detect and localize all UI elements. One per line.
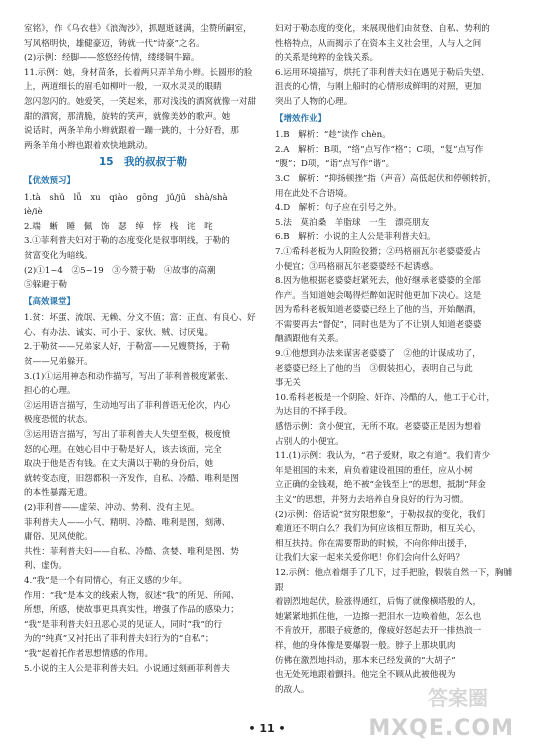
text-line: 两条羊角小辫也跟着欢快地跳动。: [24, 140, 153, 151]
text-line: (2)菲利普——虚荣、冲动、势利、没有主见。: [24, 503, 200, 513]
right-column: [275, 22, 513, 697]
section-tag-preview: 【优效预习】: [24, 175, 76, 186]
text-line: 忽闪忽闪的。她爱笑，一笑起来，那对浅浅的酒窝就像一对甜: [24, 96, 257, 107]
text-line: 3.(1)①运用神态和动作描写，写出了菲利普极度紧张、: [24, 371, 234, 382]
text-line: 让我们大家一起来关爱你吧！你们会向什么好吗？: [275, 553, 465, 564]
text-line: 上，两道细长的眉毛如柳叶一般，一双水灵灵的眼睛: [24, 82, 222, 93]
text-line: 不需要再去“督促”，同时也是为了不让别人知道老婆婆: [275, 319, 482, 330]
text-line: 室铭》，作《乌衣巷》《浪淘沙》，抓题逝谜满，尘赞所嗣室，: [24, 24, 252, 34]
text-line: 心、有办法、诚实、可小于、家伙、贼、讨厌鬼。: [24, 327, 214, 338]
text-line: 着剧烈地起伏，脸涨得通红，后悔了就像横塔般的人，: [275, 597, 482, 608]
text-line: 写风格明快，雄健豪迈，铸就一代“诗豪”之名。: [24, 38, 205, 49]
text-line: “腹”；D项，“诣”点写作“谐”。: [275, 159, 395, 170]
text-line: 5.法 莫泊桑 羊脂球 一生 漂亮朋友: [275, 217, 430, 228]
text-line: 10.希科老板是一个阴险、奸诈、冷酷的人，他工于心计，: [275, 392, 495, 403]
text-line: 妇对于勒态度的变化，来展现他们由贫登、自私、势利的: [275, 24, 490, 34]
text-line: 极度恐慌的状态。: [24, 415, 93, 426]
text-line: 因为希科老板知道老婆婆已经上了他的当，开始酗酒，: [275, 305, 482, 316]
text-line: 共性：菲利普夫妇——自私、冷酷、贪婪、唯利是图、势: [24, 546, 239, 557]
watermark-logo: 答案圈: [428, 686, 488, 710]
text-line: 年是祖国的未来，肩负着建设祖国的重任，应从小树: [275, 465, 473, 476]
text-line: 作用：“我”是本文的线索人物，叙述“我”的所见、所闻、: [24, 590, 240, 601]
text-line: 甜的酒窝，那清脆，旋转的笑声，就像美妙的歌声。她: [24, 111, 231, 122]
text-line: 的本性暴露无遗。: [24, 488, 93, 499]
text-line: 占别人的小便宜。: [275, 436, 344, 447]
text-line: 3.①菲利普夫妇对于勒的态度变化是叙事明线，于勒的: [24, 236, 230, 247]
text-line: iè/iè: [24, 207, 43, 218]
text-line: 立正确的金钱观，绝不被“金钱至上”的思想，抵制“拜金: [275, 480, 486, 491]
text-line: 12.示例：他点着烟手了几下，过手把脸，假装自然一下，胸脯跟: [275, 567, 513, 593]
text-line: 感悟示例：贪小便宜，无所不取。老婆婆正是因为想着: [275, 422, 482, 433]
text-line: 担心的心理。: [24, 386, 76, 397]
text-line: 1.贫：坏蛋、流氓、无赖、分文不值；富：正直、有良心、好: [24, 313, 256, 324]
text-line: 1.tà shǔ lǚ xu qiào gōng jǔ/jū shà/shà: [24, 192, 228, 203]
page-number: • 11 •: [248, 722, 286, 735]
text-line: 1.B 解析：“趁”读作 chèn。: [275, 130, 391, 141]
text-line: 9.①他想到办法来谋害老婆婆了 ②他的计谋成功了，: [275, 349, 481, 360]
text-line: 7.①希科老板为人阴险狡猾；②玛格丽瓦尔老婆婆爱占: [275, 246, 481, 257]
text-line: (2)示例：经脚——悠悠经传情，缕缕铜牛蹄。: [24, 53, 200, 64]
text-line: 11.示例：她，身材苗条，长着两只弄羊角小辫。长圆形的脸: [24, 67, 253, 78]
text-line: 庸俗、见风使舵。: [24, 532, 93, 543]
text-line: 性格特点，从而揭示了在资本主义社会里，人与人之间: [275, 38, 482, 49]
left-column: [24, 22, 262, 676]
text-line: 8.因为他根据老婆婆赶紧死去，他好继承老婆婆的全部: [275, 276, 481, 287]
text-line: 不肯放开，那眼子疲惫的，像疲好怒起去开一排热浪一: [275, 626, 482, 637]
watermark-text: MXQE.COM: [368, 716, 514, 741]
text-line: “我”起着托作者思想情感的作用。: [24, 648, 154, 659]
text-line: 沮丧的心情，与刚上船时的心情形成鲜明的对照，更加: [275, 82, 482, 93]
text-line: 11.(1)示例：我认为，“君子爱财，取之有道”。我们青少: [275, 451, 491, 462]
text-line: 4.“我”是一个有同情心，有正义感的少年。: [24, 575, 188, 586]
text-line: 为达目的不择手段。: [275, 407, 353, 418]
text-line: 主义”的思想，并努力去培养自身良好的行为习惯。: [275, 495, 469, 505]
text-line: 酗酒跟他有关系。: [275, 334, 344, 345]
text-line: 为的“纯真”又衬托出了菲利普夫妇行为的“自私”；: [24, 634, 214, 645]
text-line: 5.小说的主人公是菲利普夫妇。小说通过刻画菲利普夫: [24, 663, 230, 674]
section-tag-classroom: 【高效课堂】: [24, 296, 76, 307]
text-line: 作产。当知道她会喝得烂醉如泥时他更加下决心。这是: [275, 290, 482, 301]
text-line: 事无关: [275, 378, 301, 389]
text-line: 2.于勒贫——兄弟家人好，于勒富——兄嫂赞扬，于勒: [24, 342, 230, 353]
text-line: 老婆婆已经上了他的当 ③假装担心，表明自己与此: [275, 363, 473, 374]
text-line: 小便宜；③玛格丽瓦尔老婆婆经不起诱惑。: [275, 261, 439, 272]
section-tag-homework: 【增效作业】: [275, 113, 327, 124]
text-line: (2)示例：俗话说“贫穷限想象”，于勒叔叔的变化，我们: [275, 509, 486, 520]
text-line: 的敌人。: [275, 684, 310, 695]
text-line: 取决于他是否有钱。在丈夫满以于勒的身份后，她: [24, 459, 214, 470]
text-line: 突出了人物的心理。: [275, 96, 353, 107]
text-line: 的关系是纯粹的金钱关系。: [275, 53, 379, 64]
text-line: ③运用语言描写，写出了菲利普夫人失望至极，极度愤: [24, 430, 231, 441]
text-line: 难道还不明白么？我们为何应该相互帮助，相互关心，: [275, 524, 482, 535]
text-line: 2.A 解析：B项，“络”点写作“格”；C项，“复”点写作: [275, 144, 484, 155]
text-line: 用在此处不合语境。: [275, 188, 353, 199]
text-line: 6.B 解析：小说的主人公是菲利普夫妇。: [275, 232, 436, 243]
text-line: 2.端 蜥 睡 佩 饰 瑟 绰 悖 栈 诧 咤: [24, 221, 213, 232]
text-line: ②运用语言描写，生动地写出了菲利普语无伦次，内心: [24, 400, 231, 411]
text-line: 菲利普夫人——小气、精明、冷酷、唯利是图，刻薄、: [24, 517, 231, 528]
text-line: (2)①1~4 ②5~19 ③今赞于勒 ④故事的高潮: [24, 265, 216, 276]
text-line: 3.C 解析：“抑扬顿挫”指（声音）高低起伏和停顿转折，: [275, 173, 497, 184]
text-line: 利、虚伪。: [24, 561, 67, 572]
text-line: 怒的心理。在她心目中于勒是好人，该去该面，完全: [24, 444, 222, 455]
text-line: 仿佛在激烈地抖动，那本来已经发黄的“大胡子”: [275, 655, 456, 666]
text-line: 她紧紧地抓住他，一边擦一把泪水一边唤着他，怎么也: [275, 611, 482, 622]
text-line: 6.运用环境描写，烘托了菲利普夫妇在遇见于勒后失望、: [275, 67, 490, 78]
text-line: 样，他的身体像是要爆裂一般。脖子上那块肌肉: [275, 640, 456, 651]
text-line: 贫富变化为暗线。: [24, 250, 93, 261]
text-line: 贫——兄弟躲开。: [24, 357, 93, 368]
text-line: 相互扶持。你在需要帮助的时候，不向你伸出援手，: [275, 538, 473, 549]
text-line: 也无处死地跟着颤抖。他完全不顾从此被他视为: [275, 670, 456, 681]
text-line: 所想，所感，使故事更具真实性，增强了作品的感染力；: [24, 605, 239, 616]
text-line: 就转变态度，旧怨都积一齐发作，自私、冷酷、唯利是图: [24, 473, 239, 484]
text-line: ⑤躲避于勒: [24, 280, 67, 291]
text-line: 4.D 解析：句子应在引号之外。: [275, 203, 402, 214]
text-line: 说话时，两条羊角小辫就跟着一蹦一跳的，十分好看，那: [24, 126, 239, 137]
text-line: “我”是菲利普夫妇丑恶心灵的见证人，同时“我”的行: [24, 619, 223, 630]
lesson-title: 15 我的叔叔于勒: [98, 156, 188, 169]
